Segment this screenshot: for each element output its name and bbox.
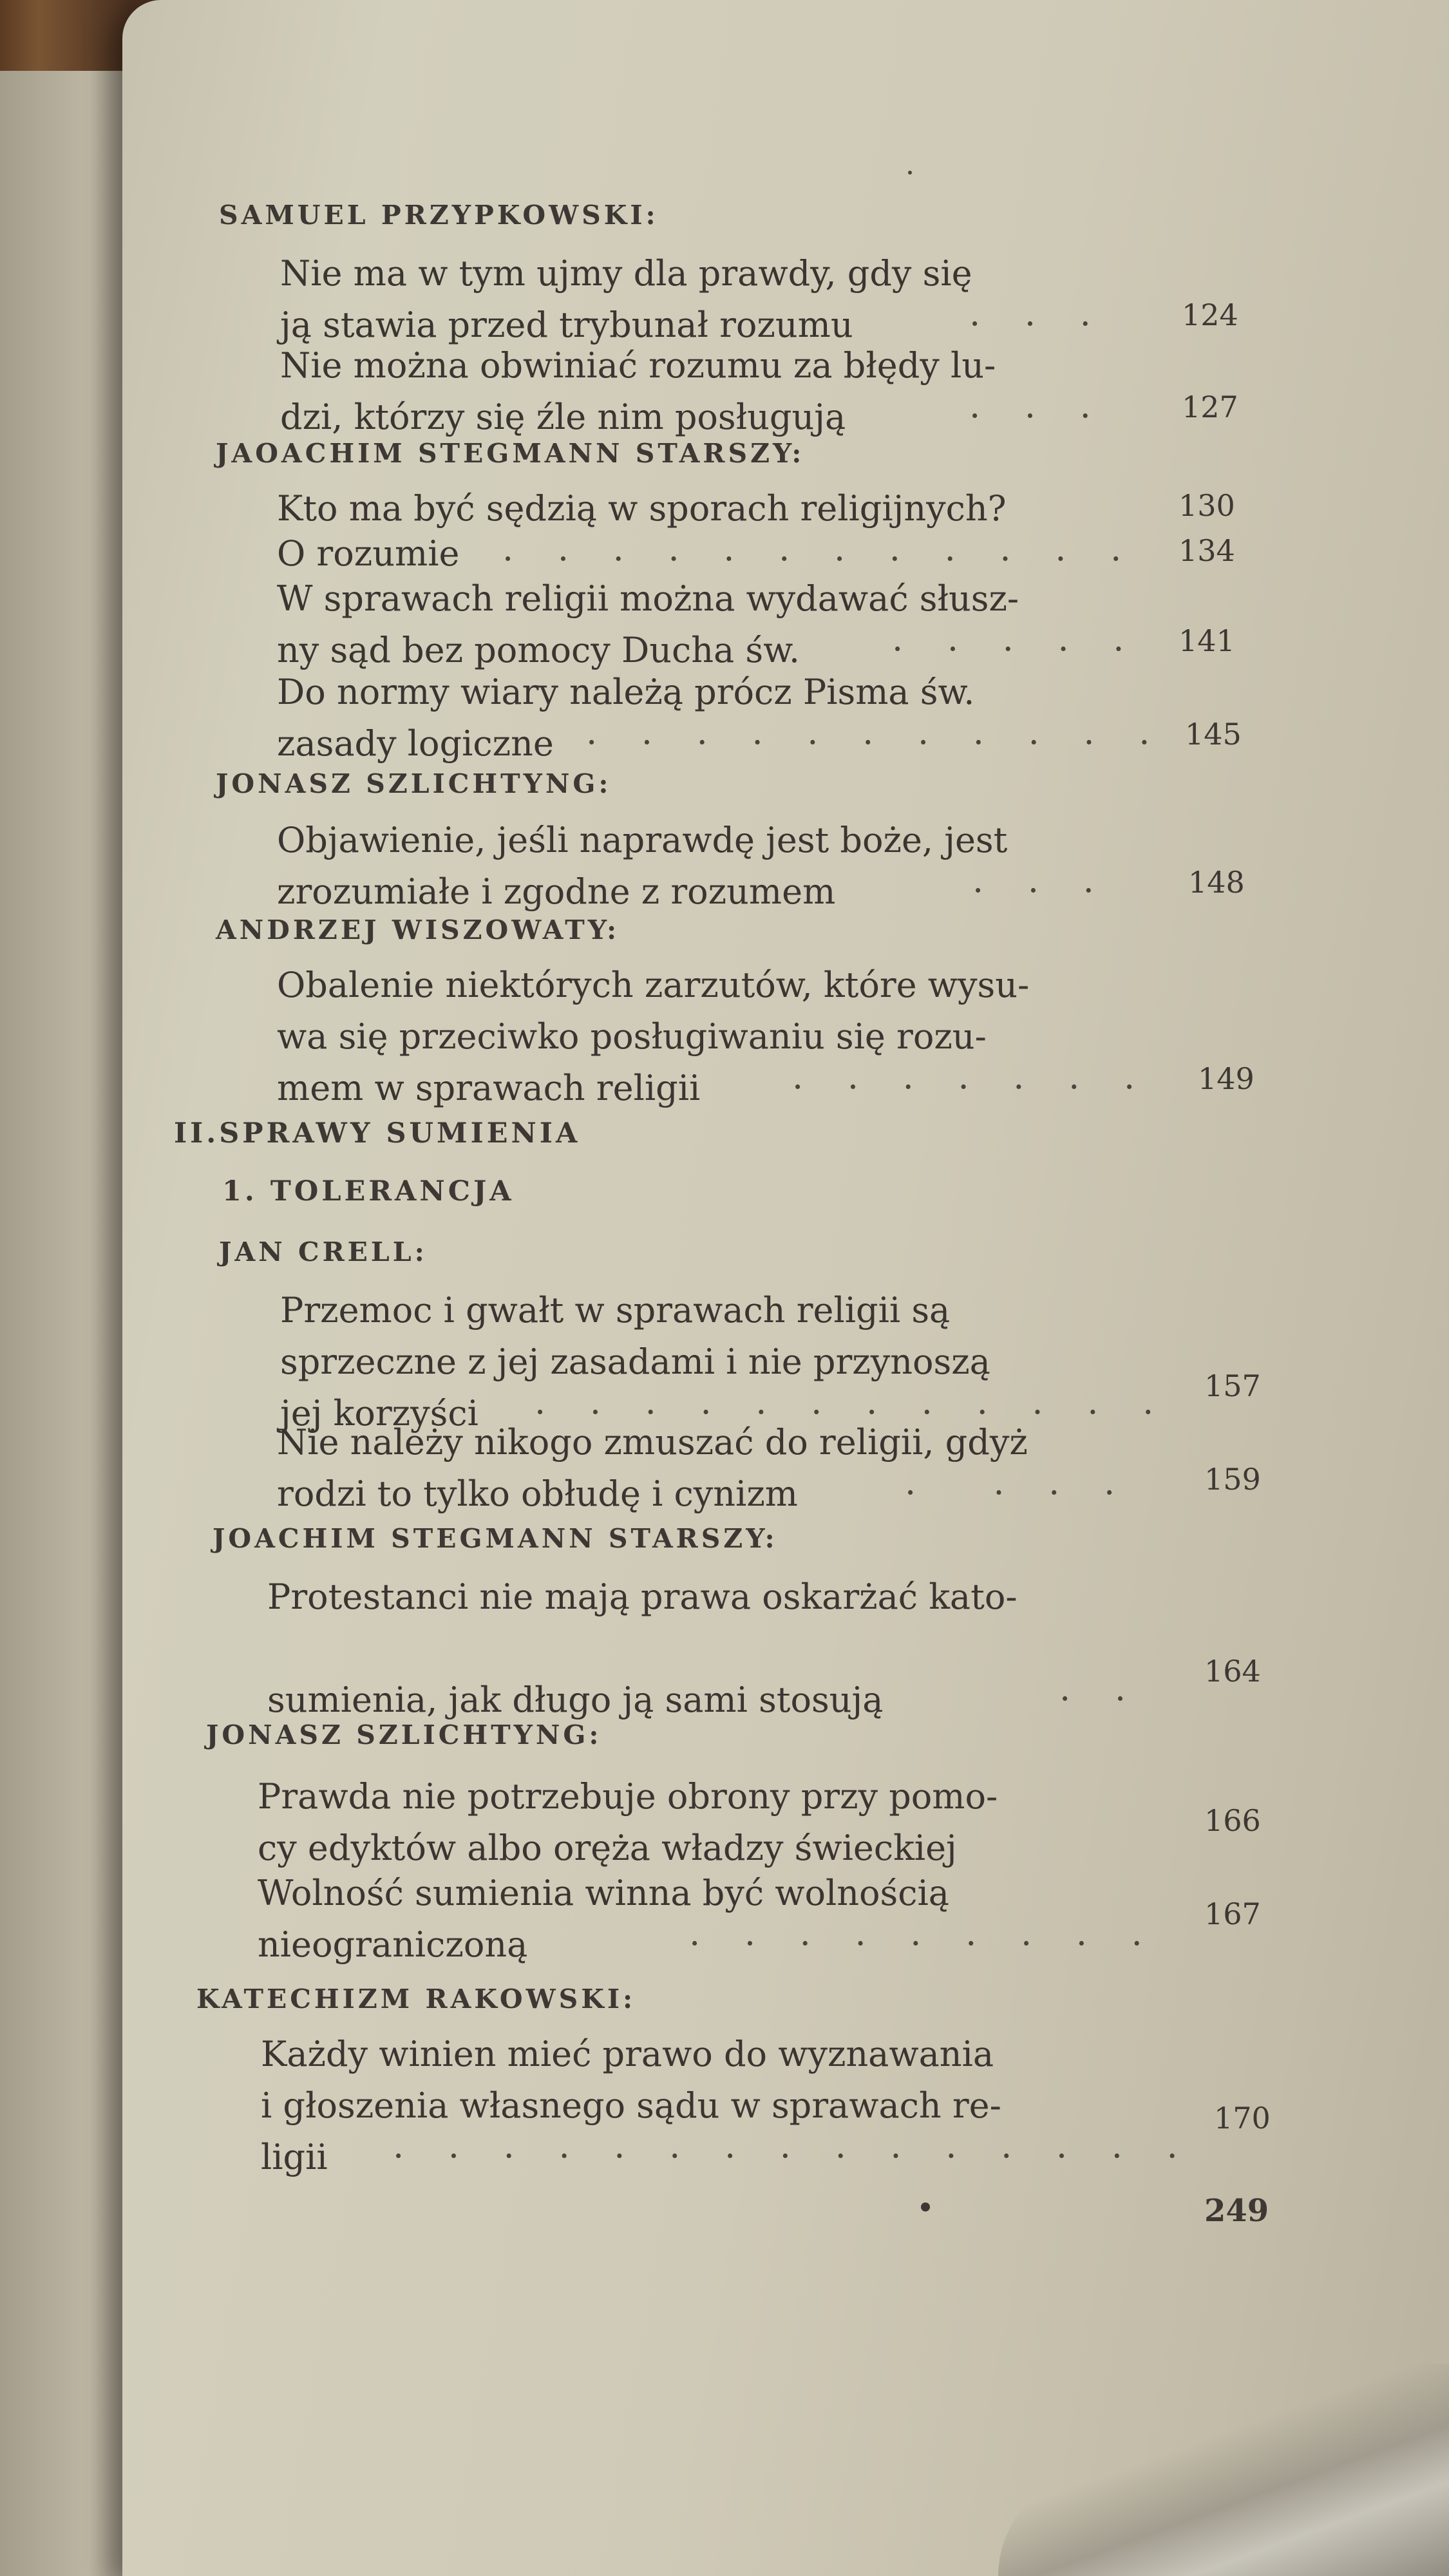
page-number: 134 (1179, 533, 1235, 568)
page-number: 124 (1182, 298, 1238, 332)
page-number: 170 (1214, 2101, 1271, 2136)
entry-line: Wolność sumienia winna być wolnością (258, 1873, 949, 1913)
entry-line: Przemoc i gwałt w sprawach religii są (280, 1290, 951, 1331)
entry-line: O rozumie (277, 533, 460, 574)
entry-line: sumienia, jak długo ją sami stosują (267, 1680, 884, 1720)
toc-entry (280, 340, 996, 443)
page-number: 166 (1204, 1803, 1261, 1838)
page-number: 157 (1204, 1368, 1261, 1403)
leader-dots: . . . (972, 860, 1094, 900)
leader-dots: . . . (969, 385, 1091, 426)
entry-line: Prawda nie potrzebuje obrony przy pomo- (258, 1776, 998, 1817)
leader-dots: . . (1059, 1668, 1126, 1709)
page-number: 159 (1204, 1462, 1261, 1497)
author-heading: ANDRZEJ WISZOWATY: (216, 914, 620, 945)
leader-dots: . . . (969, 293, 1091, 334)
page-number: 149 (1198, 1061, 1255, 1096)
entry-line: wa się przeciwko posługiwaniu się rozu- (277, 1016, 987, 1057)
leader-dots: . . . . . . . (792, 1056, 1135, 1097)
page-number: 148 (1188, 865, 1245, 900)
entry-line: ny sąd bez pomocy Ducha św. (277, 630, 800, 670)
leader-dots: . . . . . . . . . (689, 1913, 1142, 1953)
author-heading: KATECHIZM RAKOWSKI: (196, 1984, 636, 2014)
entry-line (267, 1623, 1018, 1674)
leader-dots: . . . . . . . . . . . (586, 712, 1150, 752)
entry-line: Nie można obwiniać rozumu za błędy lu- (280, 345, 996, 386)
author-heading: JAN CRELL: (219, 1236, 428, 1267)
page-number: 130 (1179, 488, 1235, 523)
author-heading: JAOACHIM STEGMANN STARSZY: (216, 438, 805, 469)
toc-entry (267, 1571, 1018, 1726)
page-number: 164 (1204, 1654, 1261, 1689)
leader-dots: . . . . . . . . . . . . (535, 1381, 1154, 1422)
leader-dots: . . . . . . . . . . . . . . . (393, 2125, 1178, 2166)
entry-line: ligii (261, 2137, 328, 2177)
author-heading: JOACHIM STEGMANN STARSZY: (213, 1523, 778, 1554)
author-heading: JONASZ SZLICHTYNG: (216, 768, 612, 799)
leader-dots: . . . . (905, 1462, 1115, 1502)
entry-line: cy edyktów albo oręża władzy świeckiej (258, 1828, 957, 1868)
leader-dots: . . . . . . . . . . . . (502, 528, 1122, 569)
toc-entry (277, 528, 459, 580)
entry-line: mem w sprawach religii (277, 1068, 701, 1108)
book-page (122, 0, 1449, 2576)
author-heading: JONASZ SZLICHTYNG: (206, 1719, 602, 1750)
entry-line: Nie ma w tym ujmy dla prawdy, gdy się (280, 253, 972, 294)
leader-dots: . . . . . (892, 618, 1124, 659)
page-folio: 249 (1204, 2193, 1269, 2229)
entry-line: Do normy wiary należą prócz Pisma św. (277, 672, 975, 712)
subsection-heading: 1. TOLERANCJA (222, 1175, 515, 1208)
page-number: 145 (1185, 717, 1242, 752)
toc-entry (277, 483, 1007, 535)
entry-line: Kto ma być sędzią w sporach religijnych? (277, 488, 1007, 529)
entry-line: nieograniczoną (258, 1924, 528, 1965)
entry-line: Każdy winien mieć prawo do wyznawania (261, 2034, 994, 2074)
page-number: 127 (1182, 390, 1238, 424)
entry-line: Obalenie niektórych zarzutów, które wysu- (277, 965, 1030, 1005)
entry-line: Protestanci nie mają prawa oskarżać kato- (267, 1577, 1018, 1617)
part-heading: II.SPRAWY SUMIENIA (174, 1117, 581, 1150)
page-corner-curl (998, 2363, 1449, 2576)
toc-entry (258, 1771, 998, 1874)
entry-line: zasady logiczne (277, 723, 554, 764)
ornament-dot (921, 2202, 930, 2211)
author-heading: SAMUEL PRZYPKOWSKI: (219, 200, 659, 231)
entry-line: W sprawach religii można wydawać słusz- (277, 578, 1019, 619)
entry-line: rodzi to tylko obłudę i cynizm (277, 1473, 798, 1514)
entry-line: i głoszenia własnego sądu w sprawach re- (261, 2085, 1001, 2126)
entry-line: jej korzyści (280, 1393, 478, 1434)
entry-line: ją stawia przed trybunał rozumu (280, 305, 853, 345)
page-number: 141 (1179, 623, 1235, 658)
entry-line: zrozumiałe i zgodne z rozumem (277, 871, 836, 912)
entry-line: sprzeczne z jej zasadami i nie przynoszą (280, 1341, 990, 1382)
entry-line: dzi, którzy się źle nim posługują (280, 397, 846, 437)
entry-line: Objawienie, jeśli naprawdę jest boże, jest (277, 820, 1008, 860)
entry-line: Nie należy nikogo zmuszać do religii, gdyż (277, 1422, 1028, 1463)
paper-speck (908, 171, 912, 175)
page-number: 167 (1204, 1897, 1261, 1931)
toc-entry (277, 815, 1007, 918)
toc-entry (280, 248, 972, 351)
